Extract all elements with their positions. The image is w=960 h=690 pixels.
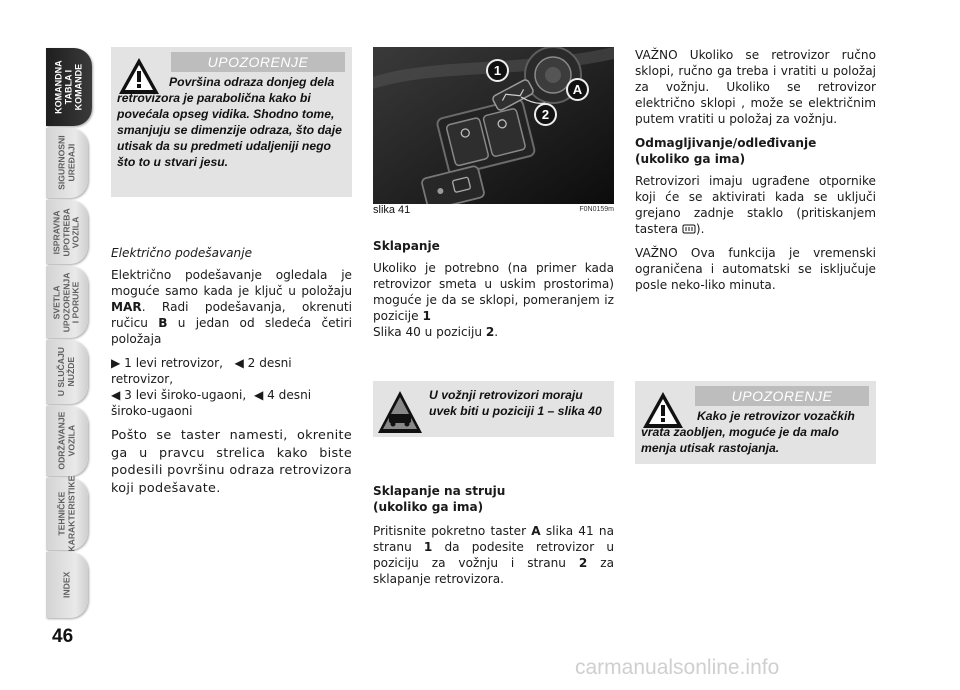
defog-text bbox=[635, 173, 876, 237]
arrow-left-icon: ◀ bbox=[253, 388, 264, 402]
note-box bbox=[373, 381, 614, 437]
warning-title: UPOZORENJE bbox=[171, 52, 345, 72]
left-column bbox=[111, 245, 352, 505]
warning-box-left bbox=[111, 47, 352, 197]
callout-1 bbox=[486, 59, 509, 82]
paragraph-electric-adjust bbox=[111, 267, 352, 347]
tab-u-slucaju-nudze[interactable] bbox=[46, 340, 88, 404]
watermark: carmanualsonline.info bbox=[575, 656, 780, 679]
figure-mirror-controls bbox=[373, 47, 614, 204]
power-folding-text bbox=[373, 523, 614, 587]
warning-text: Površina odraza donjeg dela retrovizora je parabolična kako bi povećala opseg vidika. Shodno tome, smanjuju se dimenzije odraza, što daje utisak da su predmeti udaljeniji nego što to u stvari jesu. bbox=[117, 75, 342, 169]
text-run: ). bbox=[695, 222, 705, 236]
warning-title: UPOZORENJE bbox=[695, 386, 869, 406]
callout-a bbox=[566, 78, 589, 101]
position-number: 1 bbox=[423, 540, 433, 554]
callout-label: 2 bbox=[541, 107, 550, 122]
text-run: Slika 40 u poziciju bbox=[373, 325, 486, 339]
positions-list bbox=[111, 355, 352, 419]
note-text: U vožnji retrovizori moraju uvek biti u poziciji 1 – slika 40 bbox=[429, 388, 602, 418]
tab-label: ODRŽAVANJE VOZILA bbox=[56, 412, 76, 470]
folding-text bbox=[373, 260, 614, 340]
arrow-left-icon: ◀ bbox=[234, 356, 244, 370]
text-run: da podesite retrovizor u poziciju za vožnju i stranu bbox=[373, 540, 614, 570]
figure-caption bbox=[373, 204, 614, 216]
key-position-mar: MAR bbox=[111, 300, 142, 314]
tab-label: SVETLA UPOZORENJA I PORUKE bbox=[51, 272, 81, 332]
middle-column-top bbox=[373, 238, 614, 348]
defog-heading: Odmagljivanje/odleđivanje bbox=[635, 136, 817, 150]
folded-mirror-icon bbox=[377, 390, 423, 434]
position-number: 1 bbox=[422, 309, 431, 323]
tab-komandna-tabla[interactable] bbox=[46, 48, 92, 126]
warning-text: Kako je retrovizor vozačkih vrata zaobljen, moguće je da malo menja utisak rastojanja. bbox=[641, 409, 855, 455]
arrow-left-icon: ◀ bbox=[111, 388, 121, 402]
folding-heading: Sklapanje bbox=[373, 239, 440, 253]
text-run: Pritisnite pokretno taster bbox=[373, 524, 532, 538]
important-manual-fold: VAŽNO Ukoliko se retrovizor ručno sklopi, ručno ga treba i vratiti u položaj za vožnju. Ukoliko se retrovizor električno sklopi , može se električnim putem vratiti u položaj za vožnju. bbox=[635, 48, 876, 126]
defog-subheading: (ukoliko ga ima) bbox=[635, 152, 746, 166]
tab-label: KOMANDNA TABLA I KOMANDE bbox=[53, 60, 85, 114]
figure-code: F0N0159m bbox=[579, 206, 614, 213]
position-4: 4 desni široko-ugaoni bbox=[111, 388, 312, 418]
position-number: 2 bbox=[485, 325, 495, 339]
position-3: 3 levi široko-ugaoni, bbox=[124, 388, 247, 402]
callout-2 bbox=[534, 103, 557, 126]
page-number: 46 bbox=[52, 626, 74, 647]
power-folding-heading: Sklapanje na struju bbox=[373, 484, 506, 498]
rear-defroster-icon bbox=[682, 224, 696, 234]
tab-label: INDEX bbox=[61, 571, 72, 599]
text-run: Ukoliko je potrebno (na primer kada retrovizor smeta u uskim prostorima) moguće je da se sklopi, pomeranjem iz pozicije bbox=[373, 261, 614, 323]
knob-letter: B bbox=[158, 316, 168, 330]
tab-label: U SLUČAJU NUŽDE bbox=[56, 347, 76, 397]
position-number: 2 bbox=[578, 556, 588, 570]
arrow-right-icon: ▶ bbox=[111, 356, 121, 370]
tab-label: SIGURNOSNI UREĐAJI bbox=[56, 135, 76, 191]
tab-sigurnosni-uredaji[interactable] bbox=[46, 128, 88, 198]
text-run: . Radi podešavanja, okrenuti ručicu bbox=[111, 300, 352, 330]
text-run: Električno podešavanje ogledala je moguće samo kada je ključ u položaju bbox=[111, 268, 352, 298]
position-1: 1 levi retrovizor, bbox=[124, 356, 223, 370]
tab-index[interactable] bbox=[46, 552, 88, 618]
tab-svetla-upozorenja[interactable] bbox=[46, 266, 88, 338]
section-heading: Električno podešavanje bbox=[111, 246, 253, 260]
tab-ispravna-upotreba[interactable] bbox=[46, 200, 88, 264]
tab-tehnicke-karakteristike[interactable] bbox=[46, 478, 88, 550]
text-run: za sklapanje retrovizora. bbox=[373, 556, 614, 586]
warning-box-right bbox=[635, 381, 876, 464]
power-folding-subheading: (ukoliko ga ima) bbox=[373, 500, 484, 514]
text-run: u jedan od sledeća četiri položaja bbox=[111, 316, 352, 346]
important-time-limit: VAŽNO Ova funkcija je vremenski ograničena i automatski se isključuje posle neko-liko minuta. bbox=[635, 246, 876, 292]
tab-label: ISPRAVNA UPOTREBA VOZILA bbox=[51, 207, 81, 257]
callout-label: A bbox=[572, 82, 583, 97]
middle-column-bottom bbox=[373, 483, 614, 595]
tab-odrzavanje-vozila[interactable] bbox=[46, 406, 88, 476]
position-2: 2 desni retrovizor, bbox=[111, 356, 292, 386]
text-run: slika 41 na stranu bbox=[373, 524, 614, 554]
right-column bbox=[635, 47, 876, 301]
text-run: Retrovizori imaju ugrađene otpornike koji će se aktivirati kada se uključi grejano zadnje staklo (pritiskanjem tastera bbox=[635, 174, 876, 236]
tab-label: TEHNIČKE KARAKTERISTIKE bbox=[56, 476, 77, 552]
callout-label: 1 bbox=[493, 63, 502, 78]
paragraph-after-setting: Pošto se taster namesti, okrenite ga u pravcu strelica kako biste podesili površinu odraza retrovizora koji podešavate. bbox=[111, 428, 352, 496]
figure-number: slika 41 bbox=[373, 204, 411, 216]
text-run: . bbox=[494, 325, 499, 339]
button-letter: A bbox=[531, 524, 541, 538]
